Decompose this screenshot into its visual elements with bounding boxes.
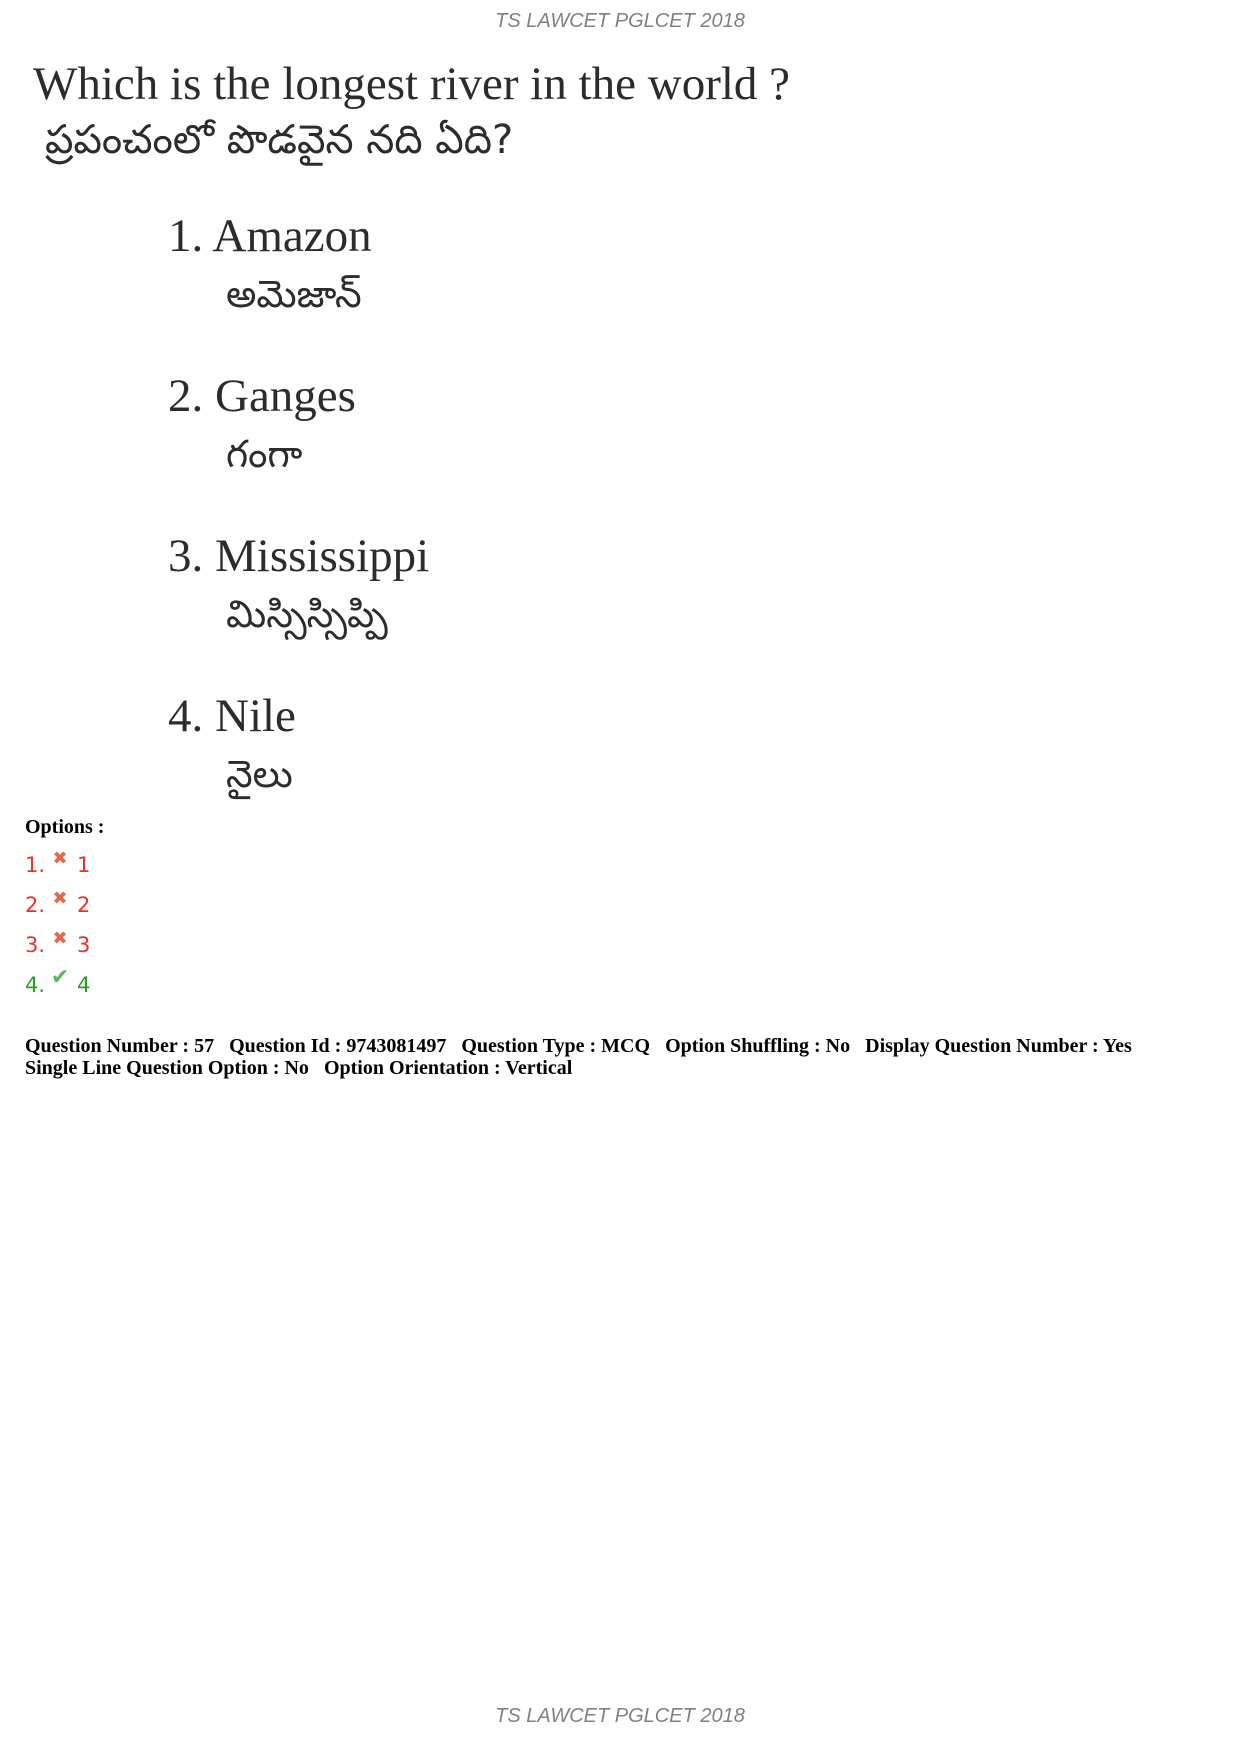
checkmark-icon: ✔ [50, 965, 70, 990]
answer-option-index: 3. [25, 933, 46, 957]
choice-label-english: 2. Ganges [168, 370, 356, 422]
single-line-option: Single Line Question Option : No [25, 1057, 309, 1079]
answer-option-list [25, 845, 90, 1005]
options-heading: Options : [25, 816, 105, 838]
answer-option [25, 965, 90, 1005]
question-id: Question Id : 9743081497 [229, 1035, 447, 1057]
cross-icon: ✖ [52, 848, 68, 869]
choice-item [168, 208, 868, 368]
question-number: Question Number : 57 [25, 1035, 215, 1057]
question-block [33, 56, 933, 168]
choice-list [168, 208, 868, 848]
question-type: Question Type : MCQ [461, 1035, 651, 1057]
choice-label-telugu: గంగా [226, 432, 303, 476]
answer-option-value: 4 [77, 973, 91, 997]
page-header: TS LAWCET PGLCET 2018 [495, 10, 745, 32]
choice-label-telugu: మిస్సిస్సిప్పి [226, 592, 388, 636]
question-metadata [25, 1035, 1225, 1079]
choice-label-telugu: నైలు [226, 752, 293, 796]
choice-label-telugu: అమెజాన్ [226, 272, 362, 316]
page-footer: TS LAWCET PGLCET 2018 [495, 1705, 745, 1727]
choice-label-english: 1. Amazon [168, 210, 372, 262]
choice-label-english: 4. Nile [168, 690, 296, 742]
answer-option-index: 1. [25, 853, 46, 877]
choice-item [168, 368, 868, 528]
option-shuffling: Option Shuffling : No [665, 1035, 851, 1057]
question-text-telugu: ప్రపంచంలో పొడవైన నది ఏది? [45, 117, 514, 163]
choice-item [168, 688, 868, 848]
answer-option-index: 2. [25, 893, 46, 917]
choice-item [168, 528, 868, 688]
cross-icon: ✖ [52, 888, 68, 909]
metadata-line-1 [25, 1035, 1225, 1057]
answer-option-value: 1 [77, 853, 91, 877]
question-text-english: Which is the longest river in the world ? [33, 58, 791, 110]
answer-option-value: 2 [77, 893, 91, 917]
metadata-line-2 [25, 1057, 1225, 1079]
choice-label-english: 3. Mississippi [168, 530, 430, 582]
option-orientation: Option Orientation : Vertical [323, 1057, 573, 1079]
cross-icon: ✖ [52, 928, 68, 949]
answer-option-value: 3 [77, 933, 91, 957]
answer-option-index: 4. [25, 973, 46, 997]
display-question-number: Display Question Number : Yes [865, 1035, 1132, 1057]
